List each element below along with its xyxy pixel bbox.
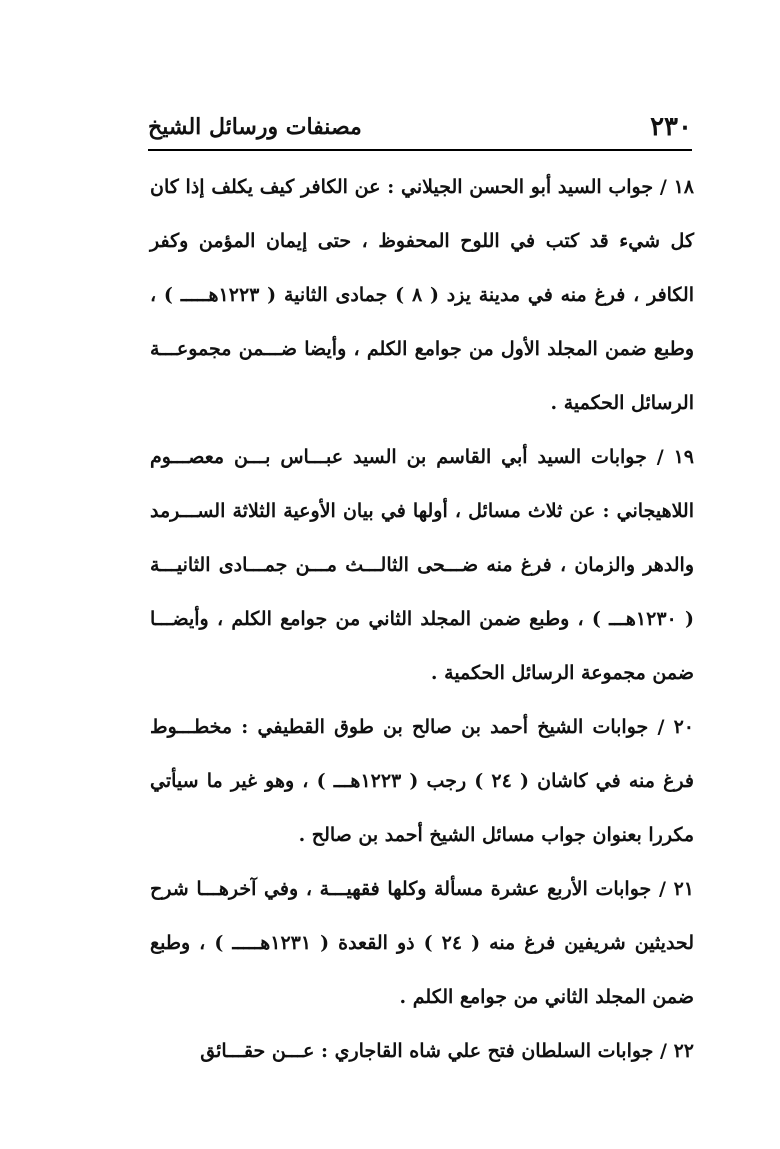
entry-20: ٢٠ / جوابات الشيخ أحمد بن صالح بن طوق القطيفي : مخطـــوط فرغ منه في كاشان ( ٢٤ ) رجب ( ١٢٢٣هـــ ) ، وهو غير ما سيأتي مكررا بعنوان جواب مسائل الشيخ أحمد بن صالح . — [150, 716, 694, 846]
running-title: مصنفات ورسائل الشيخ — [148, 114, 362, 140]
entry-18: ١٨ / جواب السيد أبو الحسن الجيلاني : عن الكافر كيف يكلف إذا كان كل شيء قد كتب في اللوح المحفوظ ، حتى إيمان المؤمن وكفر الكافر ، فرغ منه في مدينة يزد ( ٨ ) جمادى الثانية ( ١٢٢٣هـــــ ) ، وطبع ضمن المجلد الأول من جوامع الكلم ، وأيضا ضـــمن مجموعـــة الرسائل الحكمية . — [150, 176, 694, 414]
entry-22: ٢٢ / جوابات السلطان فتح علي شاه القاجاري : عـــن حقـــائق — [200, 1040, 694, 1062]
entry-21: ٢١ / جوابات الأربع عشرة مسألة وكلها فقهيـــة ، وفي آخرهـــا شرح لحديثين شريفين فرغ منه ( ٢٤ ) ذو القعدة ( ١٢٣١هـــــ ) ، وطبع ضمن المجلد الثاني من جوامع الكلم . — [150, 878, 694, 1008]
body-text — [150, 160, 694, 1078]
entry-19: ١٩ / جوابات السيد أبي القاسم بن السيد عبـــاس بـــن معصـــوم اللاهيجاني : عن ثلاث مسائل ، أولها في بيان الأوعية الثلاثة الســـرمد والدهر والزمان ، فرغ منه ضـــحى الثالـــث مـــن جمـــادى الثانيـــة ( ١٢٣٠هـــ ) ، وطبع ضمن المجلد الثاني من جوامع الكلم ، وأيضـــا ضمن مجموعة الرسائل الحكمية . — [150, 446, 694, 684]
header-rule — [148, 149, 692, 151]
page-number: ٢٣٠ — [650, 112, 692, 142]
page-header — [148, 100, 692, 148]
